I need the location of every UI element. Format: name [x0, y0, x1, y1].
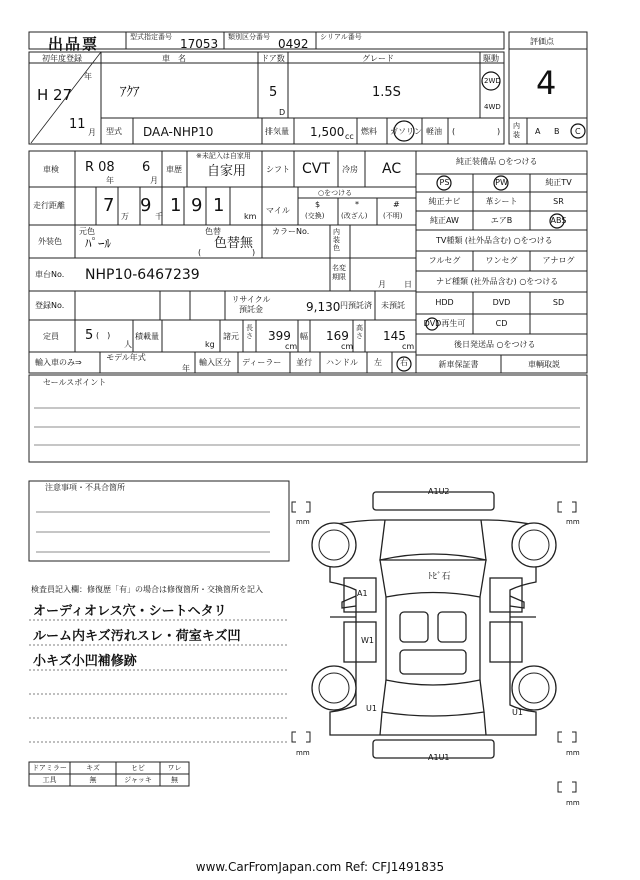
tv-type-label: TV種類 (社外品含む) ○をつける	[436, 236, 553, 245]
type-label: 型式	[106, 127, 122, 136]
inspector-label: 検査員記入欄：修復歴「有」の場合は修復箇所・交換箇所を記入	[31, 585, 263, 594]
tread-spare-unit: mm	[566, 799, 580, 807]
mile-modified-symbol: *	[355, 200, 359, 209]
reg-change-month: 月	[378, 280, 386, 289]
color-change-value: 色替無	[214, 236, 254, 251]
tread-rr-unit: mm	[566, 749, 580, 757]
tv-analog: アナログ	[542, 256, 575, 265]
navi-type-label: ナビ種類 (社外品含む) ○をつける	[436, 277, 559, 286]
dealer-label: ディーラー	[242, 358, 282, 367]
model-year-label: モデル年式	[106, 353, 146, 362]
score-value: 4	[536, 64, 557, 102]
chassis-value: NHP10-6467239	[85, 267, 200, 283]
displacement-unit: cc	[345, 132, 354, 141]
equip-aw: 純正AW	[430, 216, 459, 225]
size-label: 諸元	[223, 332, 239, 341]
history-note: ※未記入は自家用	[196, 152, 251, 160]
recycle-status: 円預託済	[340, 301, 372, 310]
grade-label: グレード	[362, 54, 394, 63]
inspection-year-unit: 年	[106, 176, 114, 185]
length-value: 399	[268, 329, 291, 343]
legend-door-mirror: ドアミラー	[32, 764, 67, 772]
fuel-value: ガソリン	[390, 127, 422, 136]
ac-value: AC	[382, 161, 402, 177]
equip-leather: 革シート	[485, 197, 518, 206]
legend-break: ワレ	[167, 764, 182, 772]
diesel-close-paren: )	[497, 127, 501, 136]
inspection-year: R 08	[85, 160, 115, 175]
import-category-label: 輸入区分	[199, 358, 231, 367]
equip-airbag: エアB	[490, 216, 513, 225]
legend-scratch: キズ	[86, 764, 100, 772]
caution-label: 注意事項・不具合箇所	[45, 483, 125, 492]
length-unit: cm	[285, 342, 298, 351]
car-diagram	[330, 492, 536, 758]
class-no-label: 類別区分番号	[228, 33, 270, 41]
model-no-value: 17053	[180, 37, 219, 51]
legend-crack: ヒビ	[131, 764, 145, 772]
interior-grade-b: B	[554, 127, 560, 136]
equip-pw: PW	[495, 178, 508, 187]
parallel-label: 並行	[296, 358, 312, 367]
navi-dvd-play: DVD再生可	[423, 319, 466, 328]
mileage-km: km	[244, 212, 257, 221]
later-warranty: 新車保証書	[438, 360, 479, 369]
doors-label: ドア数	[261, 54, 285, 63]
recycle-label: リサイクル預託金	[231, 295, 271, 314]
serial-label: シリアル番号	[320, 33, 362, 41]
registration-label: 登録No.	[35, 301, 65, 310]
mile-modified-label: (改ざん)	[341, 212, 368, 220]
damage-left-rear: U1	[366, 704, 377, 713]
mile-note: ○をつける	[318, 189, 353, 197]
drive-label: 駆動	[483, 54, 499, 63]
color-close-paren: )	[252, 248, 256, 257]
height-value: 145	[383, 329, 406, 343]
tread-rl-unit: mm	[296, 749, 310, 757]
mileage-digit-1: 7	[103, 195, 115, 216]
interior-grade-a: A	[535, 127, 541, 136]
class-no-value: 0492	[278, 37, 309, 51]
capacity-value: 5	[85, 328, 94, 343]
displacement-value: 1,500	[310, 125, 345, 139]
tv-oneseg: ワンセグ	[485, 256, 518, 265]
legend-jack-value: 無	[171, 776, 178, 784]
footer-ref: www.CarFromJapan.com Ref: CFJ1491835	[195, 860, 445, 874]
legend-tools: 工具	[42, 776, 57, 784]
navi-hdd: HDD	[435, 298, 454, 307]
displacement-label: 排気量	[265, 127, 289, 136]
handle-label: ハンドル	[326, 358, 358, 367]
diesel-open-paren: (	[452, 127, 456, 136]
height-label: 高さ	[356, 324, 363, 340]
capacity-paren: ( )	[96, 331, 111, 340]
tread-fl-unit: mm	[296, 518, 310, 526]
damage-rear: A1U1	[428, 753, 450, 762]
inspection-month: 6	[142, 160, 151, 175]
shift-value: CVT	[302, 161, 330, 177]
recycle-value: 9,130	[306, 300, 341, 314]
inspection-label: 車検	[43, 165, 59, 174]
load-label: 積載量	[135, 332, 159, 341]
width-label: 幅	[300, 332, 308, 341]
exterior-color-label: 外装色	[38, 237, 62, 246]
legend-jack: ジャッキ	[124, 776, 152, 784]
ac-label: 冷房	[342, 165, 358, 174]
model-year-unit: 年	[182, 364, 190, 373]
capacity-unit: 人	[124, 340, 132, 349]
tread-fr-unit: mm	[566, 518, 580, 526]
handle-left: 左	[374, 358, 382, 367]
capacity-label: 定員	[43, 332, 59, 341]
sales-point-label: セールスポイント	[43, 378, 107, 387]
mileage-digit-2: 9	[140, 195, 152, 216]
color-open-paren: (	[198, 248, 202, 257]
inspector-line-2: ルーム内キズ汚れスレ・荷室キズ凹	[33, 629, 241, 644]
navi-dvd: DVD	[492, 298, 511, 307]
sheet-title: 出品票	[48, 35, 100, 53]
import-label: 輸入車のみ⇒	[35, 358, 82, 367]
inspection-month-unit: 月	[150, 176, 158, 185]
genuine-equipment-label: 純正装備品 ○をつける	[456, 157, 538, 166]
damage-front: A1U2	[428, 487, 450, 496]
equip-tv: 純正TV	[545, 178, 572, 187]
original-color-label: 元色	[79, 227, 95, 236]
diesel-label: 軽油	[426, 127, 442, 136]
mileage-label: 走行距離	[33, 201, 65, 210]
equip-ps: PS	[439, 178, 450, 187]
mile-label: マイル	[266, 206, 290, 215]
height-unit: cm	[402, 342, 415, 351]
reg-change-label: 名変期限	[332, 264, 346, 281]
length-label: 長さ	[246, 324, 253, 340]
later-manual: 車輌取説	[528, 360, 560, 369]
fuel-label: 燃料	[361, 127, 377, 136]
chassis-label: 車台No.	[35, 270, 65, 279]
first-reg-label: 初年度登録	[42, 54, 82, 63]
interior-label: 内装	[513, 122, 520, 139]
mileage-digit-3: 1	[170, 195, 182, 216]
legend-tools-value: 無	[89, 776, 97, 784]
damage-door-w1: W1	[361, 636, 374, 645]
color-code-label: カラーNo.	[272, 227, 310, 236]
type-value: DAA-NHP10	[143, 125, 214, 139]
mile-exchange-symbol: $	[315, 200, 321, 209]
shift-label: シフト	[266, 165, 290, 174]
mileage-digit-5: 1	[213, 195, 225, 216]
handle-right: 右	[400, 358, 408, 367]
load-unit: kg	[205, 340, 215, 349]
first-reg-month: 11	[69, 117, 86, 132]
damage-windshield: ﾄﾋﾞ石	[428, 572, 451, 582]
damage-door-a1: A1	[357, 589, 368, 598]
drive-4wd: 4WD	[484, 103, 501, 111]
mileage-man: 万	[121, 212, 129, 221]
reg-change-day: 日	[404, 280, 412, 289]
navi-cd: CD	[495, 319, 508, 328]
car-name-label: 車 名	[162, 54, 186, 63]
equip-abs: ABS	[550, 216, 567, 225]
later-items-label: 後日発送品 ○をつける	[454, 340, 536, 349]
history-label: 車歴	[166, 165, 182, 174]
interior-grade-c: C	[575, 127, 581, 136]
mile-exchange-label: (交換)	[305, 212, 325, 220]
original-color-value: ﾊﾟｰﾙ	[85, 237, 111, 252]
color-change-label: 色替	[205, 227, 221, 236]
doors-sub: D	[279, 108, 286, 117]
mile-unknown-label: (不明)	[383, 212, 403, 220]
doors-value: 5	[269, 85, 278, 100]
year-unit: 年	[84, 72, 92, 81]
inspector-line-3: 小キズ小凹補修跡	[33, 654, 137, 669]
tv-fullseg: フルセグ	[428, 256, 461, 265]
first-reg-year: H 27	[37, 86, 73, 104]
navi-sd: SD	[552, 298, 565, 307]
model-no-label: 型式指定番号	[130, 33, 172, 41]
inspector-line-1: オーディオレス穴・シートヘタリ	[33, 604, 227, 619]
drive-2wd: 2WD	[484, 77, 501, 85]
mileage-sen: 千	[155, 212, 163, 221]
width-value: 169	[326, 329, 349, 343]
car-name-value: ｱｸｱ	[120, 85, 140, 100]
mileage-digit-4: 9	[191, 195, 203, 216]
mile-unknown-symbol: #	[393, 200, 400, 209]
recycle-status-2: 未預託	[381, 301, 405, 310]
equip-navi: 純正ナビ	[428, 197, 461, 206]
grade-value: 1.5S	[372, 85, 401, 100]
interior-color-label: 内装色	[333, 228, 340, 252]
month-unit: 月	[88, 128, 96, 137]
history-value: 自家用	[207, 164, 247, 179]
equip-sr: SR	[553, 197, 564, 206]
score-label: 評価点	[530, 37, 554, 46]
width-unit: cm	[341, 342, 354, 351]
damage-right-rear: U1	[512, 708, 523, 717]
